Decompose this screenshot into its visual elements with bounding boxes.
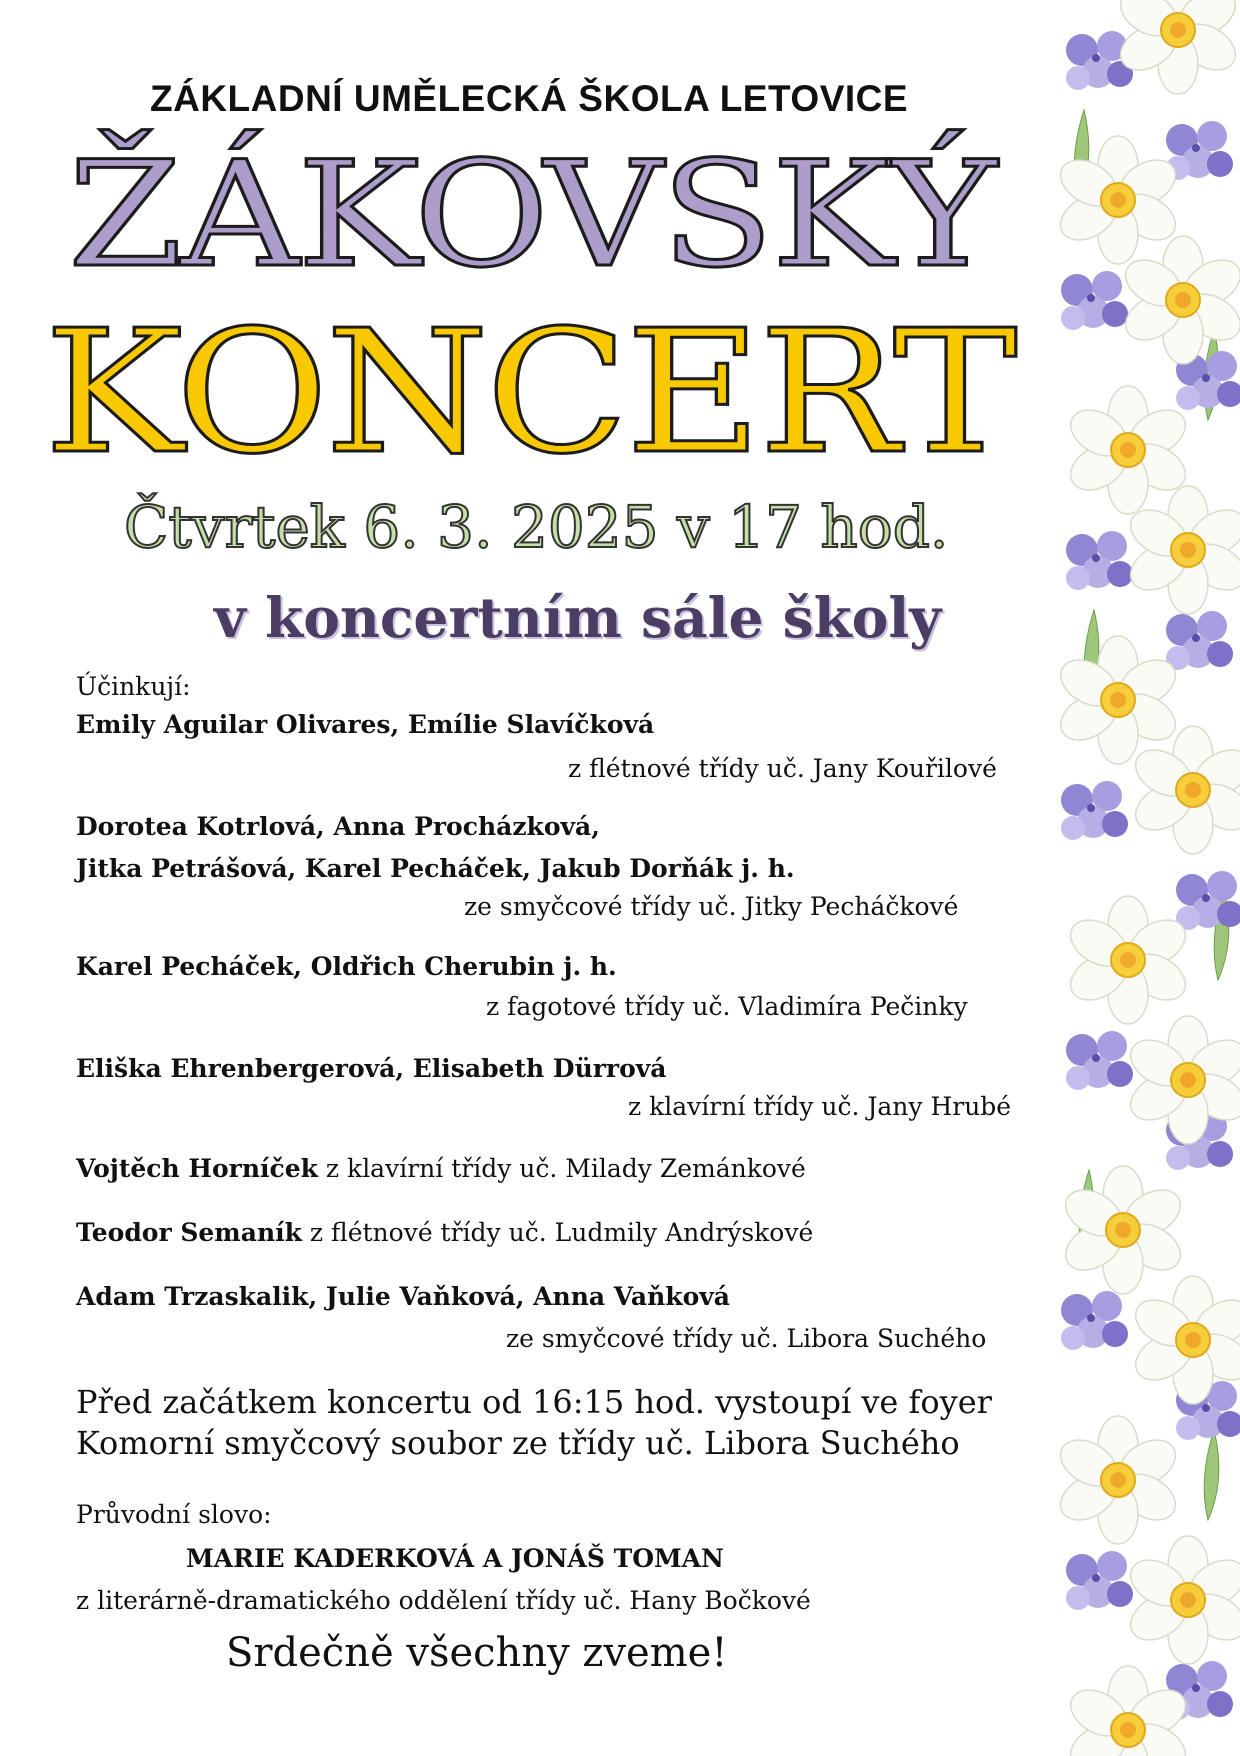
foyer-line-2: Komorní smyčcový soubor ze třídy uč. Libora Suchého xyxy=(76,1424,960,1462)
group-7-names: Adam Trzaskalik, Julie Vaňková, Anna Vaňková xyxy=(76,1282,730,1311)
group-6 xyxy=(76,1214,813,1252)
foyer-line-1: Před začátkem koncertu od 16:15 hod. vystoupí ve foyer xyxy=(76,1383,992,1421)
group-2-names-1: Dorotea Kotrlová, Anna Procházková, xyxy=(76,812,600,841)
group-2-names-2: Jitka Petrášová, Karel Pecháček, Jakub Dorňák j. h. xyxy=(76,854,795,883)
concert-venue: v koncertním sále školy xyxy=(214,585,942,650)
concert-date: Čtvrtek 6. 3. 2025 v 17 hod. xyxy=(124,493,949,561)
group-1-names: Emily Aguilar Olivares, Emílie Slavíčková xyxy=(76,710,655,739)
group-6-class: z flétnové třídy uč. Ludmily Andrýskové xyxy=(309,1218,814,1247)
group-5 xyxy=(76,1150,806,1188)
group-5-class: z klavírní třídy uč. Milady Zemánkové xyxy=(325,1154,806,1183)
group-3-class: z fagotové třídy uč. Vladimíra Pečinky xyxy=(486,992,968,1021)
group-5-names: Vojtěch Horníček xyxy=(76,1154,318,1183)
group-7-class: ze smyčcové třídy uč. Libora Suchého xyxy=(506,1324,987,1353)
group-4-names: Eliška Ehrenbergerová, Elisabeth Dürrová xyxy=(76,1054,667,1083)
host-label: Průvodní slovo: xyxy=(76,1500,272,1529)
group-3-names: Karel Pecháček, Oldřich Cherubin j. h. xyxy=(76,952,617,981)
group-6-names: Teodor Semaník xyxy=(76,1218,302,1247)
group-2-class: ze smyčcové třídy uč. Jitky Pecháčkové xyxy=(464,892,959,921)
host-names: MARIE KADERKOVÁ A JONÁŠ TOMAN xyxy=(186,1544,724,1573)
title-line-2: KONCERT xyxy=(44,294,1015,492)
flower-border-pattern xyxy=(1058,0,1240,1756)
performers-label: Účinkují: xyxy=(76,672,191,701)
school-name: ZÁKLADNÍ UMĚLECKÁ ŠKOLA LETOVICE xyxy=(150,78,909,119)
group-1-class: z flétnové třídy uč. Jany Kouřilové xyxy=(568,754,997,783)
closing-invitation: Srdečně všechny zveme! xyxy=(226,1630,728,1676)
flower-border xyxy=(1058,0,1240,1756)
title-line-1: ŽÁKOVSKÝ xyxy=(68,130,995,300)
group-4-class: z klavírní třídy uč. Jany Hrubé xyxy=(628,1092,1012,1121)
host-department: z literárně-dramatického oddělení třídy uč. Hany Bočkové xyxy=(76,1586,811,1615)
